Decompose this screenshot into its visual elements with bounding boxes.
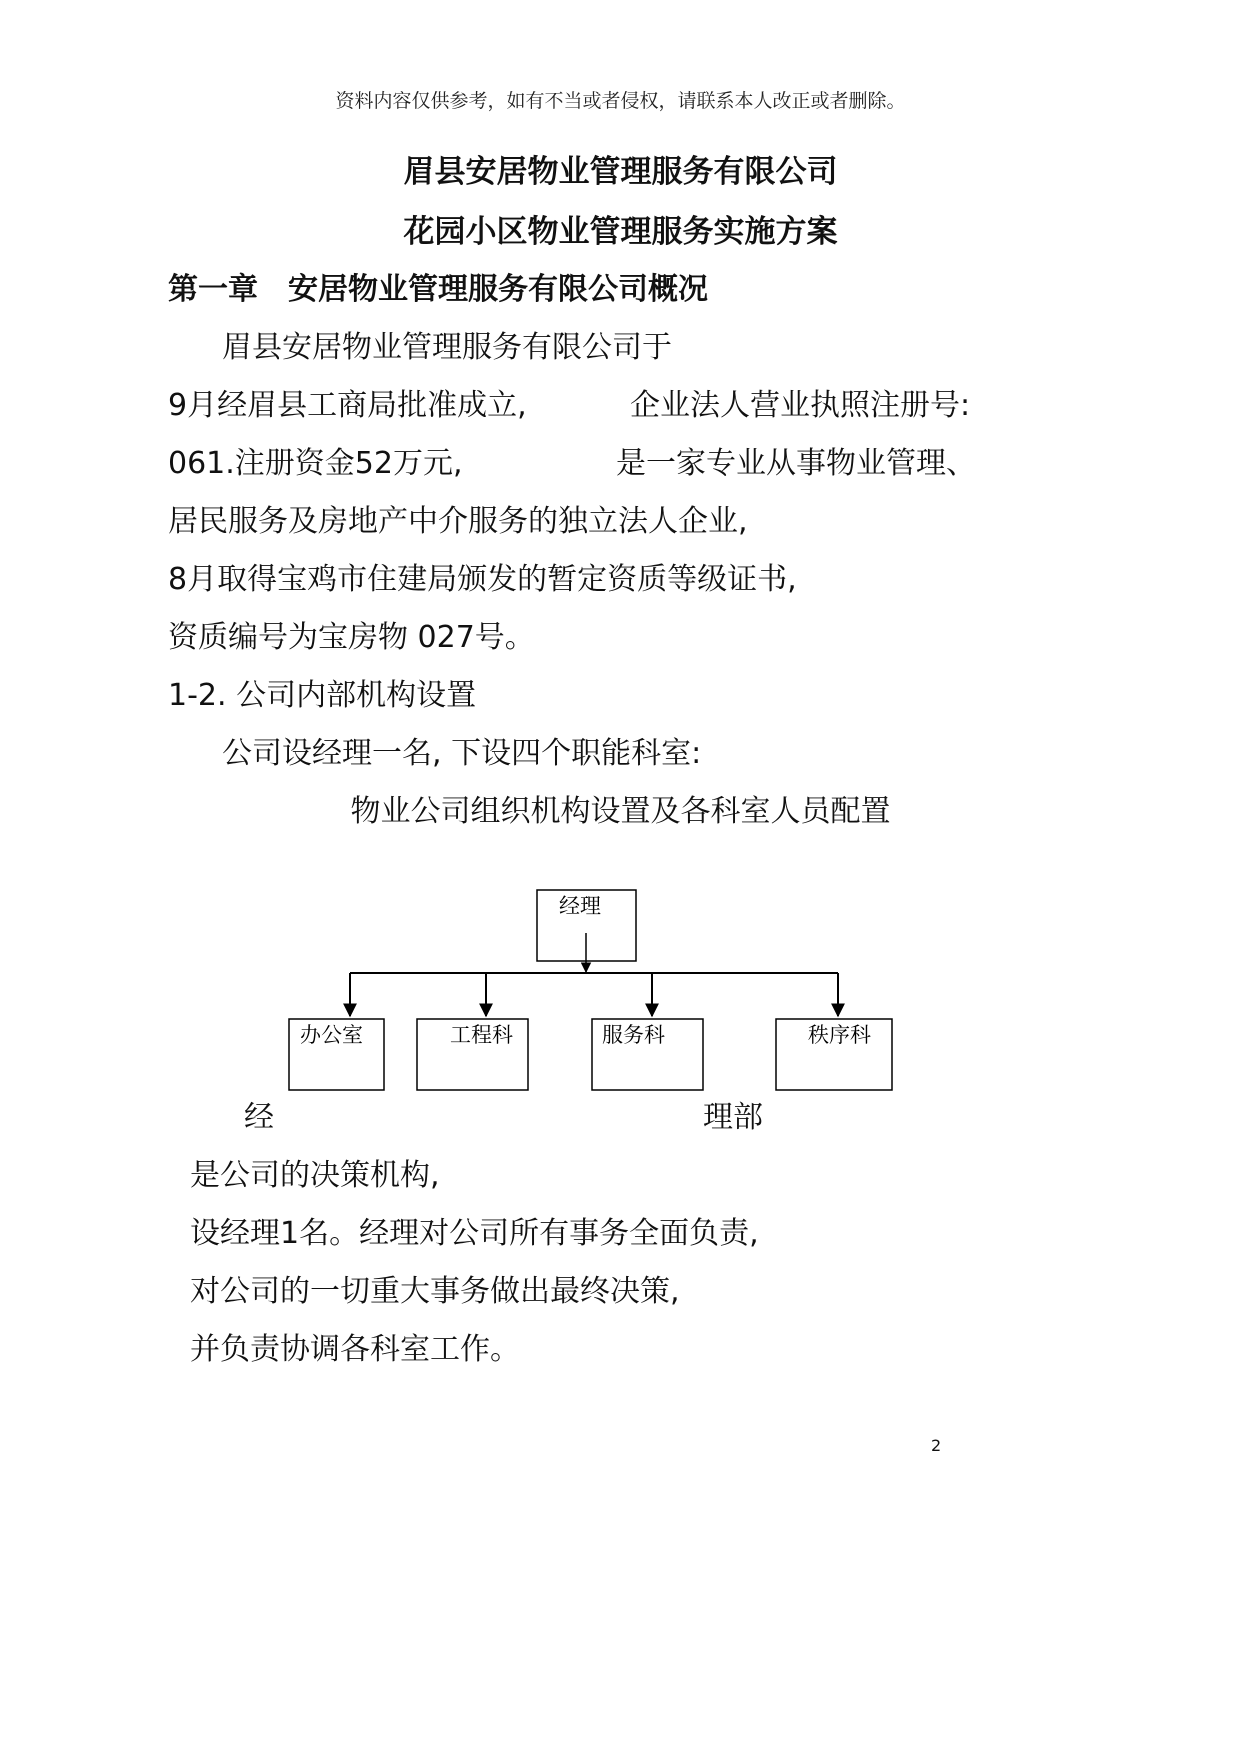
manager-dept-line-1: 是公司的决策机构, bbox=[190, 1158, 440, 1193]
intro-line-4: 居民服务及房地产中介服务的独立法人企业, bbox=[168, 504, 748, 539]
chapter-heading: 第一章 安居物业管理服务有限公司概况 bbox=[168, 272, 708, 307]
manager-dept-line-3: 对公司的一切重大事务做出最终决策, bbox=[190, 1274, 680, 1309]
manager-dept-line-2: 设经理1名。经理对公司所有事务全面负责, bbox=[190, 1216, 759, 1251]
intro-line-1: 眉县安居物业管理服务有限公司于 bbox=[222, 330, 672, 365]
intro-line-5: 8月取得宝鸡市住建局颁发的暂定资质等级证书, bbox=[168, 562, 797, 597]
org-chart-caption: 物业公司组织机构设置及各科室人员配置 bbox=[350, 794, 891, 829]
intro-line-3-right: 是一家专业从事物业管理、 bbox=[616, 446, 976, 481]
plan-title: 花园小区物业管理服务实施方案 bbox=[403, 214, 838, 250]
company-title: 眉县安居物业管理服务有限公司 bbox=[403, 154, 838, 190]
intro-line-2-left: 9月经眉县工商局批准成立, bbox=[168, 388, 527, 423]
page-number: 2 bbox=[931, 1436, 942, 1455]
manager-dept-label-right: 理部 bbox=[703, 1100, 763, 1135]
dept-label-order: 秩序科 bbox=[808, 1023, 871, 1047]
dept-label-service: 服务科 bbox=[602, 1023, 665, 1047]
org-root-label: 经理 bbox=[559, 894, 601, 918]
header-note: 资料内容仅供参考，如有不当或者侵权，请联系本人改正或者删除。 bbox=[335, 90, 906, 112]
manager-dept-line-4: 并负责协调各科室工作。 bbox=[190, 1332, 520, 1367]
manager-dept-label-left: 经 bbox=[244, 1100, 274, 1135]
dept-label-engineering: 工程科 bbox=[450, 1023, 513, 1047]
section-heading: 1-2. 公司内部机构设置 bbox=[168, 678, 477, 713]
dept-label-office: 办公室 bbox=[300, 1023, 363, 1047]
section-text: 公司设经理一名, 下设四个职能科室: bbox=[222, 736, 702, 771]
intro-line-3-left: 061.注册资金52万元, bbox=[168, 446, 463, 481]
intro-line-2-right: 企业法人营业执照注册号: bbox=[630, 388, 971, 423]
intro-line-6: 资质编号为宝房物 027号。 bbox=[168, 620, 535, 655]
